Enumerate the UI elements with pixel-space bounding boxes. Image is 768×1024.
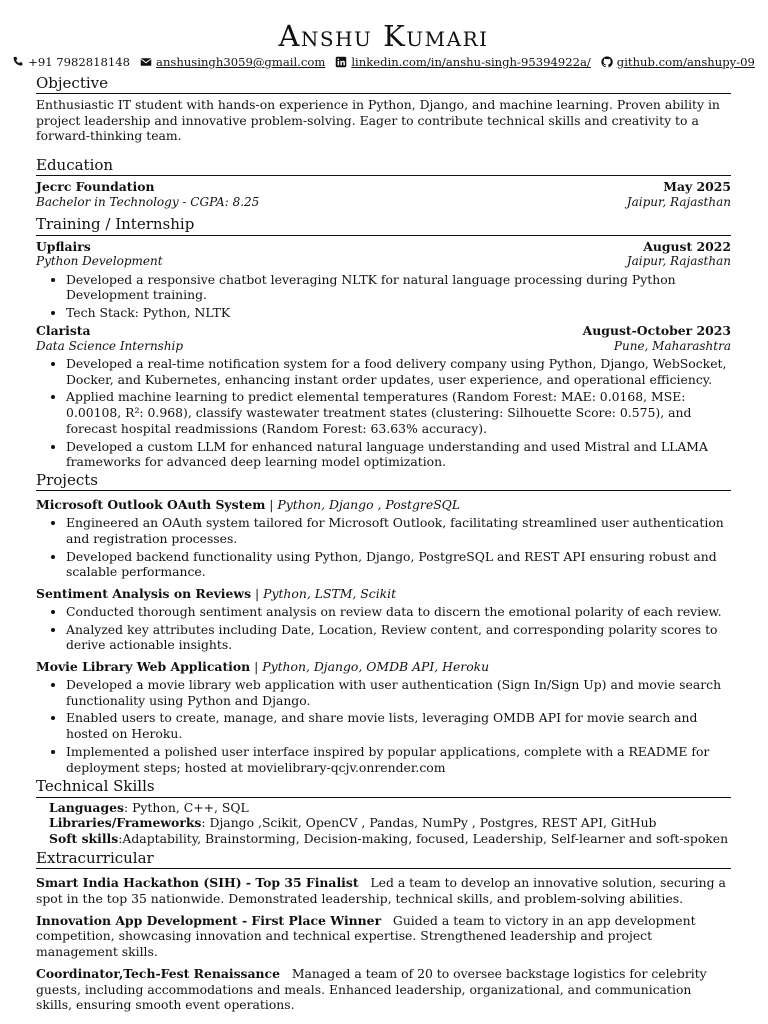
- training-row: [36, 239, 731, 255]
- github-icon: [601, 56, 613, 68]
- skills-list: [36, 800, 731, 847]
- project-tech: Python, Django , PostgreSQL: [277, 497, 461, 513]
- degree: Bachelor in Technology - CGPA: 8.25: [36, 195, 260, 210]
- extracurricular-item: [36, 875, 731, 907]
- extracurricular-item: [36, 913, 731, 960]
- education-row: [36, 179, 731, 195]
- section-title-skills: Technical Skills: [36, 778, 731, 797]
- contact-bar: [28, 55, 755, 70]
- education-date: May 2025: [663, 179, 731, 195]
- section-title-projects: Projects: [36, 472, 731, 491]
- skills-languages: [49, 800, 731, 816]
- skills-section: [36, 778, 731, 847]
- list-item: • Developed a real-time notification system for a food delivery company using Python, Django, WebSocket, Docker, and Kubernetes, enhancing instant order updates, user experience, and operational efficiency.: [66, 356, 731, 388]
- skills-languages-label: Languages: [49, 799, 124, 815]
- list-item: • Engineered an OAuth system tailored for Microsoft Outlook, facilitating streamlined user authentication and registration processes.: [66, 515, 731, 547]
- extracurricular-text: Managed a team of 20 to oversee backstage logistics for celebrity guests, including accommodations and meals. Enhanced leadership, organizational, and communication skills, ensuring smooth event operations.: [36, 965, 707, 1013]
- training-section: [36, 216, 731, 470]
- training-bullets: [36, 356, 731, 470]
- training-role: Python Development: [36, 254, 163, 269]
- training-entry: [36, 239, 731, 321]
- education-section: [36, 157, 731, 210]
- training-role: Data Science Internship: [36, 338, 184, 353]
- extracurricular-section: [36, 850, 731, 1013]
- project-bullets: [36, 677, 731, 776]
- list-item: • Developed backend functionality using Python, Django, PostgreSQL and REST API ensuring robust and scalable performance.: [66, 549, 731, 581]
- list-item: • Implemented a polished user interface inspired by popular applications, complete with a README for deployment steps; hosted at movielibrary-qcjv.onrender.com: [66, 744, 731, 776]
- training-row: [36, 323, 731, 339]
- phone-number: +91 7982818148: [28, 55, 131, 69]
- project-separator: |: [251, 586, 264, 602]
- github-item[interactable]: [601, 55, 755, 70]
- education-sub: [36, 195, 731, 210]
- training-location: Jaipur, Rajasthan: [626, 254, 731, 269]
- project-separator: |: [250, 659, 263, 675]
- list-item: • Conducted thorough sentiment analysis on review data to discern the emotional polarity of each review.: [66, 604, 731, 620]
- training-location: Pune, Maharashtra: [613, 338, 731, 353]
- school-name: Jecrc Foundation: [36, 179, 155, 195]
- skills-soft-value: :Adaptability, Brainstorming, Decision-making, focused, Leadership, Self-learner and soft-spoken: [118, 831, 729, 847]
- extracurricular-text: Led a team to develop an innovative solution, securing a spot in the top 35 nationwide. Demonstrated leadership, technical skills, and problem-solving abilities.: [36, 875, 726, 906]
- skills-libraries-value: : Django ,Scikit, OpenCV , Pandas, NumPy , Postgres, REST API, GitHub: [201, 815, 657, 831]
- phone-icon: [12, 56, 24, 68]
- project-heading: [36, 586, 731, 602]
- list-item: • Enabled users to create, manage, and share movie lists, leveraging OMDB API for movie search and hosted on Heroku.: [66, 710, 731, 742]
- training-org: Upflairs: [36, 238, 91, 254]
- candidate-name: Anshu Kumari: [278, 19, 489, 53]
- list-item: • Analyzed key attributes including Date, Location, Review content, and corresponding polarity scores to derive actionable insights.: [66, 622, 731, 654]
- training-sub: [36, 339, 731, 354]
- project-name: Microsoft Outlook OAuth System: [36, 497, 266, 513]
- projects-section: [36, 472, 731, 775]
- extracurricular-heading: Innovation App Development - First Place Winner: [36, 912, 382, 928]
- training-bullets: [36, 272, 731, 321]
- training-sub: [36, 254, 731, 269]
- project-tech: Python, Django, OMDB API, Heroku: [262, 659, 490, 675]
- list-item: • Developed a custom LLM for enhanced natural language understanding and used Mistral and LLAMA frameworks for advanced deep learning model optimization.: [66, 439, 731, 471]
- skills-libraries: [49, 815, 731, 831]
- linkedin-item[interactable]: [335, 55, 590, 70]
- training-entry: [36, 323, 731, 470]
- skills-soft-label: Soft skills: [49, 831, 119, 847]
- project-bullets: [36, 515, 731, 580]
- phone-item: [12, 55, 130, 70]
- project-name: Movie Library Web Application: [36, 659, 251, 675]
- list-item: • Developed a responsive chatbot leveraging NLTK for natural language processing during Python Development training.: [66, 272, 731, 304]
- extracurricular-heading: Smart India Hackathon (SIH) - Top 35 Finalist: [36, 875, 359, 891]
- section-title-education: Education: [36, 157, 731, 176]
- skills-libraries-label: Libraries/Frameworks: [49, 815, 202, 831]
- extracurricular-item: [36, 966, 731, 1013]
- skills-soft: [49, 831, 731, 847]
- training-date: August-October 2023: [582, 322, 731, 338]
- extracurricular-heading: Coordinator,Tech-Fest Renaissance: [36, 965, 280, 981]
- section-title-extracurricular: Extracurricular: [36, 850, 731, 869]
- project-tech: Python, LSTM, Scikit: [263, 586, 397, 602]
- envelope-icon: [140, 56, 152, 68]
- education-location: Jaipur, Rajasthan: [626, 195, 731, 210]
- training-org: Clarista: [36, 322, 91, 338]
- section-title-training: Training / Internship: [36, 216, 731, 235]
- list-item: • Tech Stack: Python, NLTK: [66, 305, 731, 321]
- extracurricular-text: Guided a team to victory in an app development competition, showcasing innovation and technical expertise. Strengthened leadership and project management skills.: [36, 912, 696, 960]
- project-heading: [36, 659, 731, 675]
- skills-languages-value: : Python, C++, SQL: [123, 799, 249, 815]
- list-item: • Applied machine learning to predict elemental temperatures (Random Forest: MAE: 0.0168, MSE: 0.00108, R²: 0.968), classify wastewater treatment states (clustering: Silhouette Score: 0.575), and forecast hospital readmissions (Random Forest: 63.63% accuracy).: [66, 389, 731, 436]
- email-item[interactable]: [140, 55, 325, 70]
- project-name: Sentiment Analysis on Reviews: [36, 586, 252, 602]
- objective-section: [36, 75, 731, 145]
- linkedin-link[interactable]: linkedin.com/in/anshu-singh-95394922a/: [351, 55, 591, 69]
- email-link[interactable]: anshusingh3059@gmail.com: [156, 55, 326, 69]
- list-item: • Developed a movie library web application with user authentication (Sign In/Sign Up) and movie search functionality using Python and Django.: [66, 677, 731, 709]
- linkedin-icon: [335, 56, 347, 68]
- github-link[interactable]: github.com/anshupy-09: [616, 55, 755, 69]
- section-title-objective: Objective: [36, 75, 731, 94]
- training-date: August 2022: [643, 238, 731, 254]
- project-separator: |: [265, 497, 278, 513]
- project-heading: [36, 497, 731, 513]
- objective-text: Enthusiastic IT student with hands-on experience in Python, Django, and machine learning. Proven ability in project leadership and innovative problem-solving. Eager to contribute technical skills and creativity to a forward-thinking team.: [36, 96, 720, 144]
- project-bullets: [36, 604, 731, 653]
